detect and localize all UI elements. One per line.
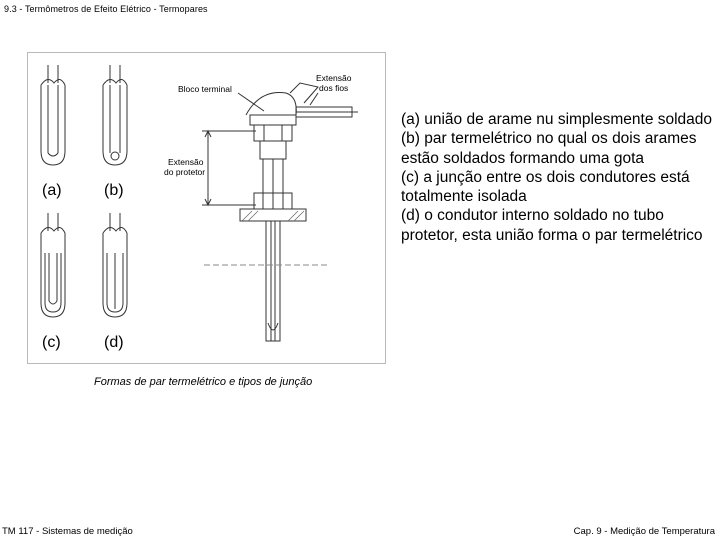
- description-item-b: (b) par termelétrico no qual os dois arames estão soldados formando uma gota: [401, 130, 697, 167]
- label-d: (d): [104, 334, 124, 351]
- probe-a-drawing: [41, 65, 65, 165]
- callout-wire-extension-2: dos fios: [319, 83, 349, 93]
- thermocouple-assembly-drawing: [204, 83, 358, 341]
- flange-hatch: [242, 211, 304, 221]
- probe-c-drawing: [41, 213, 65, 317]
- description-item-c: (c) a junção entre os dois condutores está totalmente isolada: [401, 168, 690, 206]
- thermocouple-drawing: [28, 53, 385, 363]
- description-item-a: (a) união de arame nu simplesmente soldado: [401, 111, 713, 128]
- probe-b-drawing: [103, 65, 127, 165]
- label-a: (a): [42, 182, 62, 199]
- label-b: (b): [104, 182, 124, 199]
- figure-caption: Formas de par termelétrico e tipos de junção: [94, 376, 313, 388]
- label-c: (c): [42, 334, 61, 351]
- description-item-d: (d) o condutor interno soldado no tubo protetor, esta união forma o par termelétrico: [401, 207, 703, 244]
- callout-terminal-block: Bloco terminal: [178, 84, 232, 94]
- protector-dimension: [202, 131, 256, 205]
- slide-header: 9.3 - Termômetros de Efeito Elétrico - Termopares: [4, 4, 208, 14]
- footer-chapter: Cap. 9 - Medição de Temperatura: [573, 526, 715, 537]
- footer-course: TM 117 - Sistemas de medição: [2, 526, 133, 537]
- probe-d-drawing: [103, 213, 127, 317]
- callout-protector-extension-1: Extensão: [168, 157, 204, 167]
- junction-descriptions: [401, 110, 715, 245]
- callout-wire-extension-1: Extensão: [316, 73, 352, 83]
- callout-protector-extension-2: do protetor: [164, 167, 206, 177]
- thermocouple-figure: [27, 52, 386, 364]
